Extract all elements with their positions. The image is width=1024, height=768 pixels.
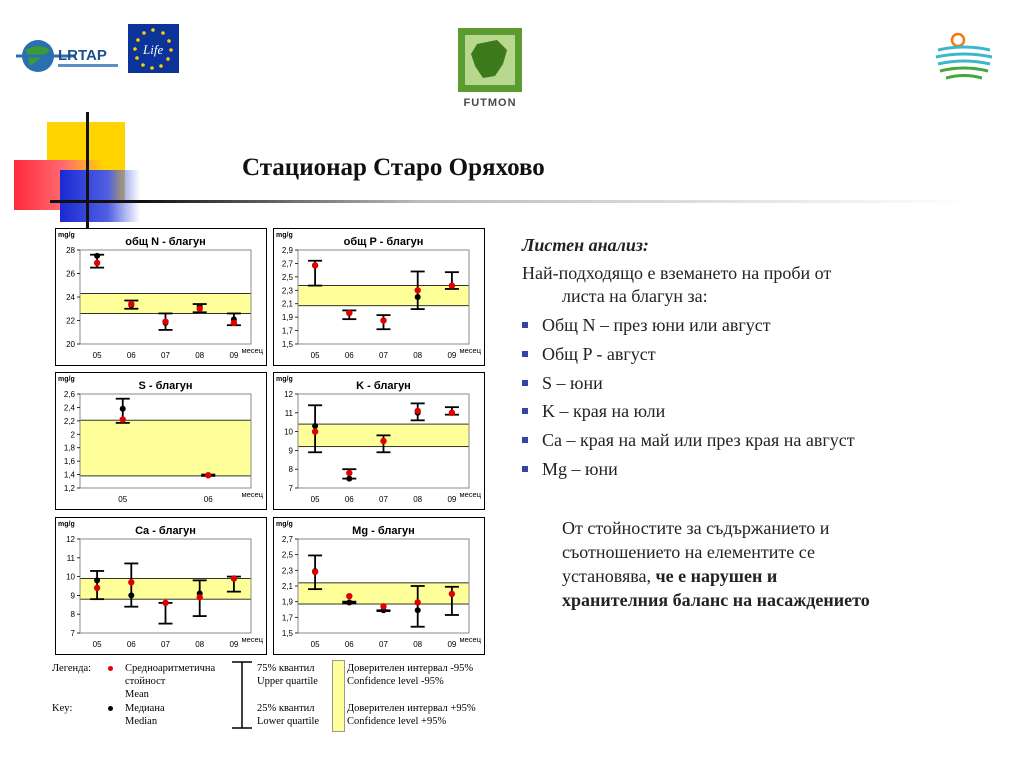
y-tick-label: 22 <box>66 316 75 326</box>
bullet-icon <box>522 408 528 414</box>
legend-ci-minus-en: Confidence level -95% <box>347 676 444 687</box>
confidence-band <box>80 420 251 476</box>
y-tick-label: 2,3 <box>281 566 293 576</box>
y-tick-label: 2 <box>70 430 75 440</box>
x-axis-label: месец <box>459 490 481 499</box>
mean-point <box>162 600 168 606</box>
y-tick-label: 2,9 <box>281 246 293 255</box>
legend-whisker-icon <box>228 660 256 732</box>
median-point <box>128 592 134 598</box>
confidence-band <box>298 583 469 604</box>
legend-ci-minus-bg: Доверителен интервал -95% <box>347 663 474 674</box>
decor-vertical-line <box>86 112 89 228</box>
y-tick-label: 2,4 <box>63 403 75 413</box>
y-tick-label: 2,7 <box>281 259 293 269</box>
x-tick-label: 06 <box>344 495 354 504</box>
legend-uq-en: Upper quartile <box>257 676 318 687</box>
mean-point <box>94 260 100 266</box>
bullet-item <box>522 401 665 422</box>
x-tick-label: 09 <box>447 495 457 504</box>
mean-point <box>380 317 386 323</box>
x-tick-label: 08 <box>413 495 423 504</box>
mean-point <box>380 603 386 609</box>
y-tick-label: 2,3 <box>281 286 293 296</box>
median-point <box>415 607 421 613</box>
legend-ci-band <box>332 660 345 732</box>
x-tick-label: 08 <box>413 640 423 649</box>
y-tick-label: 28 <box>66 246 75 255</box>
chart-title: K - благун <box>356 380 411 392</box>
mean-point <box>162 318 168 324</box>
median-point <box>94 253 100 259</box>
y-tick-label: 2,2 <box>63 416 75 426</box>
conclusion-line-2: съотношението на елементите се <box>562 542 815 562</box>
legend-median-marker <box>108 706 113 711</box>
y-tick-label: 10 <box>66 572 75 582</box>
bullet-text: Общ N – през юни или август <box>542 315 771 335</box>
bullet-icon <box>522 380 528 386</box>
y-tick-label: 2,6 <box>63 390 75 399</box>
x-tick-label: 07 <box>161 640 170 649</box>
bullet-icon <box>522 437 528 443</box>
x-tick-label: 06 <box>344 351 354 360</box>
chart-k <box>273 372 485 510</box>
x-tick-label: 06 <box>126 351 136 360</box>
y-tick-label: 9 <box>288 446 293 456</box>
mean-point <box>312 569 318 575</box>
confidence-band <box>80 578 251 599</box>
legend-median-en: Median <box>125 716 158 727</box>
bullet-icon <box>522 322 528 328</box>
x-tick-label: 05 <box>92 351 102 360</box>
lrtap-logo-text: LRTAP <box>58 47 107 64</box>
eu-life-logo <box>128 24 179 73</box>
x-axis-label: месец <box>459 635 481 644</box>
x-tick-label: 05 <box>310 495 320 504</box>
chart-title: S - благун <box>138 380 193 392</box>
life-logo-text: Life <box>143 42 164 57</box>
y-tick-label: 8 <box>288 465 293 475</box>
decor-horizontal-line <box>50 200 970 203</box>
legend-ci-plus-bg: Доверителен интервал +95% <box>347 703 476 714</box>
legend-median-bg: Медиана <box>125 703 165 714</box>
bullet-item <box>522 344 656 365</box>
median-point <box>415 294 421 300</box>
x-tick-label: 05 <box>118 495 128 504</box>
chart-title: общ N - благун <box>125 236 206 248</box>
bullet-item <box>522 315 771 336</box>
chart-unit-label: mg/g <box>58 232 75 239</box>
y-tick-label: 2,5 <box>281 272 293 282</box>
x-tick-label: 05 <box>92 640 102 649</box>
x-tick-label: 07 <box>379 640 388 649</box>
intro-line-1: Най-подходящо е вземането на проби от <box>522 263 832 283</box>
mean-point <box>197 594 203 600</box>
legend-mean-marker <box>108 666 113 671</box>
lrtap-logo <box>16 36 122 76</box>
x-axis-label: месец <box>241 346 263 355</box>
y-tick-label: 1,8 <box>63 443 75 453</box>
x-tick-label: 09 <box>229 640 239 649</box>
y-tick-label: 10 <box>284 427 293 437</box>
y-tick-label: 9 <box>70 591 75 601</box>
chart-title: Ca - благун <box>135 525 196 537</box>
conclusion-emphasis: че е нарушен и <box>655 566 778 586</box>
y-tick-label: 1,4 <box>63 470 75 480</box>
page-title: Стационар Старо Оряхово <box>242 154 545 181</box>
chart-title: общ P - благун <box>343 236 424 248</box>
y-tick-label: 8 <box>70 610 75 620</box>
bullet-text: S – юни <box>542 373 603 393</box>
mean-point <box>120 416 126 422</box>
conclusion-line-4: хранителния баланс на насаждението <box>562 590 870 610</box>
mean-point <box>346 310 352 316</box>
x-tick-label: 05 <box>310 351 320 360</box>
bullet-item <box>522 430 855 451</box>
x-tick-label: 06 <box>126 640 136 649</box>
conclusion-line-1: От стойностите за съдържанието и <box>562 518 830 538</box>
median-point <box>346 599 352 605</box>
x-tick-label: 06 <box>203 495 213 504</box>
mean-point <box>205 472 211 478</box>
bullet-text: Общ P - август <box>542 344 656 364</box>
y-tick-label: 1,5 <box>281 340 293 349</box>
x-tick-label: 08 <box>195 640 205 649</box>
bullet-text: Mg – юни <box>542 459 618 479</box>
legend-lq-bg: 25% квантил <box>257 703 315 714</box>
mean-point <box>449 282 455 288</box>
chart-total-n <box>55 228 267 366</box>
median-point <box>94 577 100 583</box>
chart-mg <box>273 517 485 655</box>
median-point <box>346 476 352 482</box>
median-point <box>120 406 126 412</box>
y-tick-label: 24 <box>66 293 75 302</box>
y-tick-label: 20 <box>66 340 75 349</box>
chart-title: Mg - благун <box>352 525 415 537</box>
y-tick-label: 2,1 <box>281 299 293 309</box>
mean-point <box>346 470 352 476</box>
x-axis-label: месец <box>459 346 481 355</box>
y-tick-label: 1,9 <box>281 597 293 607</box>
x-tick-label: 07 <box>161 351 170 360</box>
y-tick-label: 26 <box>66 269 75 279</box>
mean-point <box>197 306 203 312</box>
y-tick-label: 2,7 <box>281 535 293 544</box>
x-axis-label: месец <box>241 490 263 499</box>
mean-point <box>128 579 134 585</box>
leaf-analysis-heading: Листен анализ: <box>522 235 649 255</box>
mean-point <box>312 428 318 434</box>
confidence-band <box>298 286 469 306</box>
y-tick-label: 1,2 <box>63 484 75 493</box>
mean-point <box>415 287 421 293</box>
mean-point <box>415 408 421 414</box>
y-tick-label: 1,7 <box>281 326 293 336</box>
futmon-logo <box>455 26 525 116</box>
y-tick-label: 12 <box>284 390 293 399</box>
bullet-item <box>522 459 618 480</box>
mean-point <box>128 301 134 307</box>
chart-unit-label: mg/g <box>276 376 293 383</box>
median-point <box>312 423 318 429</box>
mean-point <box>312 262 318 268</box>
legend-mean-en: Mean <box>125 689 149 700</box>
y-tick-label: 1,7 <box>281 613 293 623</box>
x-tick-label: 07 <box>379 495 388 504</box>
chart-unit-label: mg/g <box>58 376 75 383</box>
intro-line-2: листа на благун за: <box>562 286 708 306</box>
mean-point <box>231 320 237 326</box>
y-tick-label: 7 <box>70 629 75 638</box>
y-tick-label: 1,5 <box>281 629 293 638</box>
legend-mean-bg-1: Средноаритметична <box>125 663 216 674</box>
mean-point <box>449 410 455 416</box>
legend-label-en: Key: <box>52 703 73 714</box>
x-tick-label: 09 <box>447 640 457 649</box>
y-tick-label: 2,5 <box>281 550 293 560</box>
chart-s <box>55 372 267 510</box>
legend-label-bg: Легенда: <box>52 663 92 674</box>
y-tick-label: 11 <box>284 408 293 418</box>
chart-unit-label: mg/g <box>276 232 293 239</box>
chart-legend <box>52 660 492 734</box>
mean-point <box>346 593 352 599</box>
chart-unit-label: mg/g <box>276 521 293 528</box>
y-tick-label: 12 <box>66 535 75 544</box>
y-tick-label: 1,9 <box>281 313 293 323</box>
y-tick-label: 2,1 <box>281 582 293 591</box>
chart-total-p <box>273 228 485 366</box>
bullet-item <box>522 373 603 394</box>
bullet-icon <box>522 351 528 357</box>
y-tick-label: 11 <box>66 553 75 563</box>
legend-uq-bg: 75% квантил <box>257 663 315 674</box>
futmon-logo-text: FUTMON <box>463 97 517 109</box>
y-tick-label: 7 <box>288 484 293 493</box>
mean-point <box>415 599 421 605</box>
bullet-icon <box>522 466 528 472</box>
y-tick-label: 1,6 <box>63 457 75 467</box>
legend-ci-plus-en: Confidence level +95% <box>347 716 447 727</box>
mean-point <box>380 438 386 444</box>
x-tick-label: 09 <box>447 351 457 360</box>
decor-blue-square <box>60 170 140 222</box>
mean-point <box>94 585 100 591</box>
mean-point <box>231 575 237 581</box>
legend-mean-bg-2: стойност <box>125 676 166 687</box>
forest-institute-logo <box>934 30 994 86</box>
bullet-text: K – края на юли <box>542 401 666 421</box>
x-tick-label: 08 <box>195 351 205 360</box>
x-tick-label: 09 <box>229 351 239 360</box>
legend-lq-en: Lower quartile <box>257 716 320 727</box>
chart-ca <box>55 517 267 655</box>
x-tick-label: 08 <box>413 351 423 360</box>
leaf-analysis-intro <box>522 262 982 308</box>
chart-unit-label: mg/g <box>58 521 75 528</box>
confidence-band <box>80 293 251 313</box>
x-tick-label: 07 <box>379 351 388 360</box>
conclusion-line-3a: установява, <box>562 566 656 586</box>
x-tick-label: 05 <box>310 640 320 649</box>
conclusion-line-3 <box>562 564 1002 588</box>
bullet-text: Ca – края на май или през края на август <box>542 430 855 450</box>
conclusion-paragraph <box>562 516 1002 612</box>
mean-point <box>449 591 455 597</box>
x-axis-label: месец <box>241 635 263 644</box>
x-tick-label: 06 <box>344 640 354 649</box>
